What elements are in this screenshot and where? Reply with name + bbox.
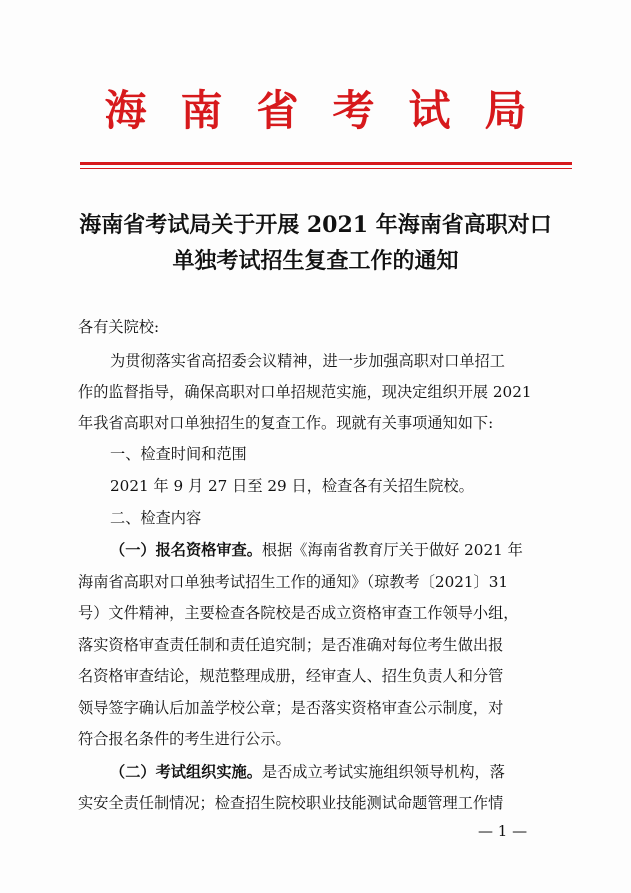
- item-1-first-line: [110, 540, 610, 560]
- section-1-text: 2021 年 9 月 27 日至 29 日，检查各有关招生院校。: [110, 477, 474, 495]
- document-title-line-2: 单独考试招生复查工作的通知: [172, 248, 459, 274]
- item-1-text: 根据《海南省教育厅关于做好 2021 年: [261, 541, 523, 559]
- page-number: — 1 —: [478, 822, 528, 840]
- item-1-line: 名资格审查结论，规范整理成册，经审查人、招生负责人和分管: [78, 667, 504, 685]
- item-2-text: 是否成立考试实施组织领导机构，落: [261, 763, 505, 781]
- paragraph-1-line: 为贯彻落实省高招委会议精神，进一步加强高职对口单招工: [110, 352, 505, 370]
- salutation: 各有关院校:: [78, 318, 160, 336]
- organization-header: 海南省考试局: [104, 86, 561, 135]
- section-1-heading: 一、检查时间和范围: [110, 445, 247, 463]
- item-1-line: 海南省高职对口单独考试招生工作的通知》（琼教考〔2021〕31: [78, 573, 509, 591]
- item-2-line: 实安全责任制情况；检查招生院校职业技能测试命题管理工作情: [78, 794, 504, 812]
- paragraph-1-line: 年我省高职对口单独招生的复查工作。现就有关事项通知如下:: [78, 414, 494, 432]
- item-1-line: 号）文件精神，主要检查各院校是否成立资格审查工作领导小组，: [78, 604, 519, 622]
- document-title-line-1: 海南省考试局关于开展 2021 年海南省高职对口: [79, 212, 552, 238]
- paragraph-1-line: 作的监督指导，确保高职对口单招规范实施，现决定组织开展 2021: [78, 383, 532, 401]
- item-2-label: （二）考试组织实施。: [110, 763, 262, 781]
- item-1-label: （一）报名资格审查。: [110, 541, 262, 559]
- red-divider-line-thin: [80, 168, 572, 169]
- item-1-line: 落实资格审查责任制和责任追究制；是否准确对每位考生做出报: [78, 636, 504, 654]
- red-divider-line: [80, 162, 572, 165]
- item-1-line: 符合报名条件的考生进行公示。: [78, 730, 291, 748]
- section-2-heading: 二、检查内容: [110, 509, 202, 527]
- item-1-line: 领导签字确认后加盖学校公章；是否落实资格审查公示制度，对: [78, 699, 504, 717]
- item-2-first-line: [110, 762, 610, 782]
